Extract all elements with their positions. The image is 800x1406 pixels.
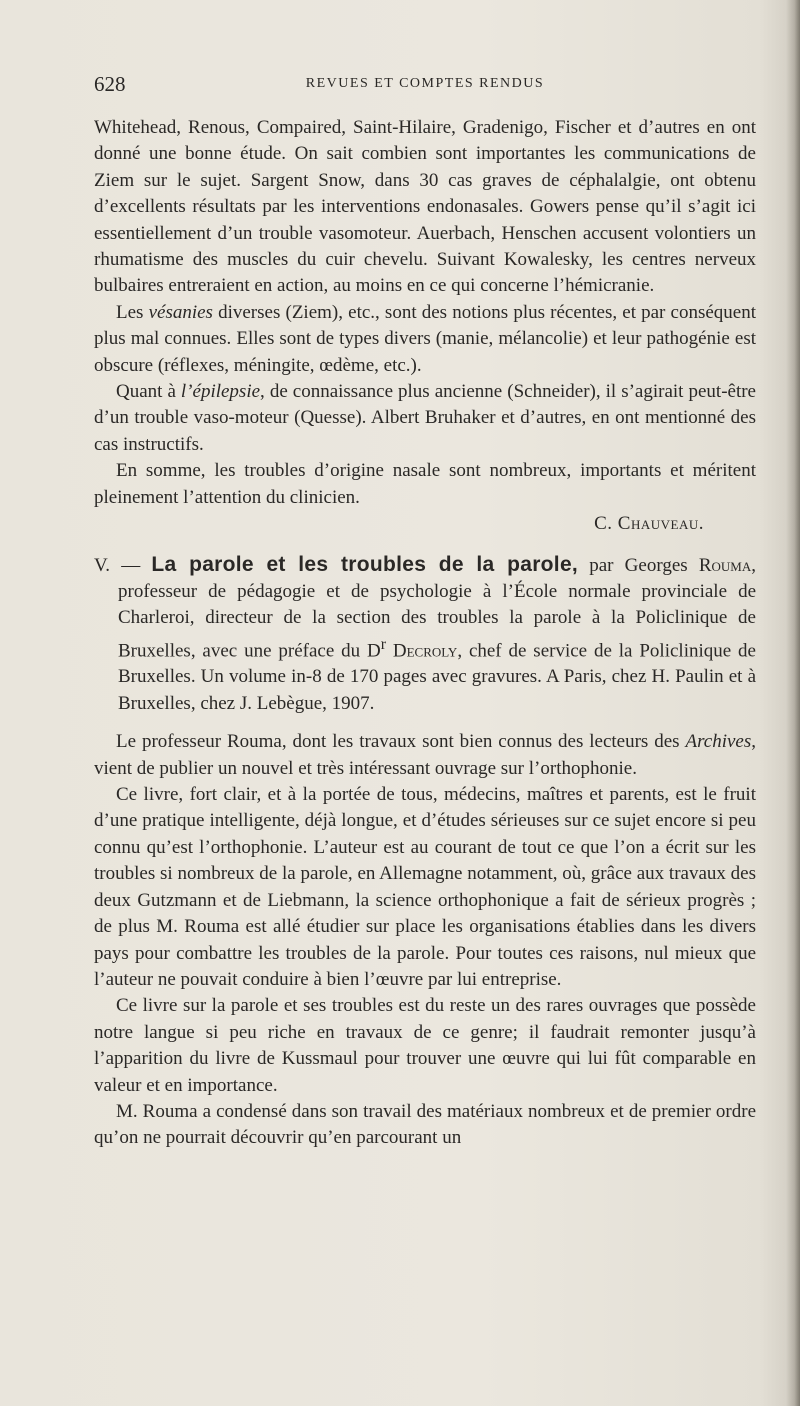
preface-author-name: Decroly: [386, 640, 458, 662]
paragraph: [94, 379, 756, 458]
page-edge-shadow: [786, 0, 800, 1406]
review-entry-heading: [94, 552, 756, 718]
text-run: par Georges: [578, 554, 699, 576]
text-run: , chef de service de la Policlinique de Bruxelles. Un volume in-8 de 170 pages avec gravures. A Paris, chez H. Paulin et à Bruxelles, chez J. Lebègue, 1907.: [118, 640, 756, 714]
italic-term: vésanies: [148, 301, 213, 323]
paragraph: M. Rouma a condensé dans son travail des matériaux nombreux et de premier ordre qu’on ne pourrait découvrir qu’en parcourant un: [94, 1100, 756, 1149]
paragraph: Ce livre sur la parole et ses troubles est du reste un des rares ouvrages que possède notre langue si peu riche en travaux de ce genre; il faudrait remonter jusqu’à l’apparition du livre de Kussmaul pour trouver une œuvre qui lui fût comparable en valeur et en importance.: [94, 995, 756, 1096]
text-run: Le professeur Rouma, dont les travaux sont bien connus des lecteurs des: [116, 731, 686, 753]
text-run: , vient de publier un nouvel et très intéressant ouvrage sur l’orthophonie.: [94, 731, 756, 779]
paragraph: Ce livre, fort clair, et à la portée de tous, médecins, maîtres et parents, est le fruit d’une pratique intelligente, déjà longue, et d’études sérieuses sur ce sujet encore si peu connu qu’est l’orthophonie. L’auteur est au courant de tout ce que l’on a écrit sur les troubles si nombreux de la parole, en Allemagne notamment, où, grâce aux travaux des deux Gutzmann et de Liebmann, la science orthophonique a fait de sérieux progrès ; de plus M. Rouma est allé étudier sur place les organisations établies dans les divers pays pour combattre les troubles de la parole. Pour toutes ces raisons, nul mieux que l’auteur ne pouvait conduire à bien l’œuvre par lui entreprise.: [94, 784, 756, 990]
review-numeral: V. —: [94, 554, 152, 576]
text-run: diverses (Ziem), etc., sont des notions plus récentes, et par conséquent plus mal connues. Elles sont de types divers (manie, mélancolie) et leur pathogénie est obscure (réflexes, méningite, œdème, etc.).: [94, 301, 756, 376]
author-signature: C. Chauveau.: [594, 513, 704, 535]
text-run: , professeur de pédagogie et de psychologie à l’École normale provinciale de Charleroi, directeur de la section des troubles la parole à la Policlinique de Bruxelles, avec une préface du D: [118, 554, 756, 662]
italic-term: l’épilepsie: [180, 381, 261, 403]
paragraph: Whitehead, Renous, Compaired, Saint-Hilaire, Gradenigo, Fischer et d’autres en ont donné une bonne étude. On sait combien sont importantes les communications de Ziem sur le sujet. Sargent Snow, dans 30 cas graves de céphalalgie, ont obtenu d’excellents résultats par les interventions endonasales. Gowers pense qu’il s’agit ici essentiellement d’un trouble vasomoteur. Auerbach, Henschen accusent volontiers un rhumatisme des muscles du cuir chevelu. Suivant Kowalesky, les centres nerveux bulbaires entreraient en action, au moins en ce qui concerne l’hémicranie.: [94, 117, 756, 297]
page-number: 628: [94, 72, 126, 96]
paragraph: En somme, les troubles d’origine nasale sont nombreux, importants et méritent pleinement l’attention du clinicien.: [94, 460, 756, 508]
text-run: Les: [116, 301, 149, 323]
review-title: La parole et les troubles de la parole,: [151, 552, 579, 576]
paragraph: [94, 729, 756, 782]
page-body: [94, 115, 756, 1152]
paragraph: [94, 300, 756, 379]
running-head: REVUES ET COMPTES RENDUS: [305, 76, 545, 91]
page-header: [94, 72, 756, 102]
superscript: r: [380, 635, 387, 653]
author-name: Rouma: [698, 554, 752, 576]
text-run: , de connaissance plus ancienne (Schneider), il s’agirait peut-être d’un trouble vaso-moteur (Quesse). Albert Bruhaker et d’autres, en ont mentionné des cas instructifs.: [94, 381, 756, 455]
text-run: Quant à: [116, 381, 181, 403]
italic-term: Archives: [685, 731, 752, 753]
